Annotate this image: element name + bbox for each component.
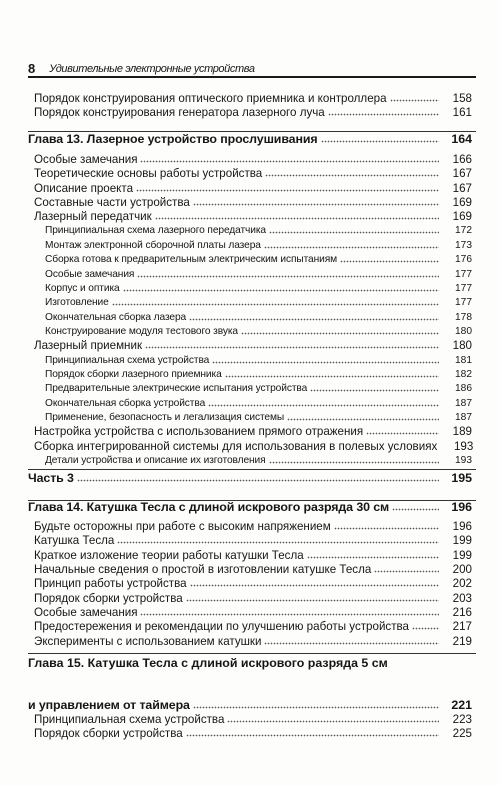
toc-entry-title: Порядок сборки устройства (34, 727, 183, 740)
toc-entry-page: 172 (455, 225, 472, 236)
dot-leader (137, 275, 439, 278)
toc-entry[interactable] (45, 253, 472, 266)
toc-entry-title: Будьте осторожны при работе с высоким напряжением (34, 520, 331, 533)
toc-entry-title: Принципиальная схема лазерного передатчика (45, 225, 266, 236)
toc-chapter-entry[interactable] (28, 501, 472, 514)
toc-entry-title: Окончательная сборка устройства (45, 398, 206, 409)
toc-entry[interactable] (34, 563, 472, 576)
toc-entry-title: Принципиальная схема устройства (45, 355, 210, 366)
dot-leader (117, 541, 439, 544)
toc-entry-title: Сборка интегрированной системы для использования в полевых условиях (34, 440, 438, 453)
toc-entry-page: 158 (452, 92, 472, 105)
toc-entry-page: 193 (455, 455, 472, 466)
toc-entry[interactable] (34, 577, 472, 590)
toc-entry-title: Краткое изложение теории работы катушки Тесла (34, 549, 304, 562)
toc-entry-page: 187 (455, 398, 472, 409)
toc-entry[interactable] (34, 635, 472, 648)
toc-entry[interactable] (34, 167, 472, 180)
toc-entry-title: Особые замечания (34, 153, 138, 166)
toc-entry-page: 223 (452, 713, 472, 726)
toc-entry[interactable] (45, 368, 472, 381)
dot-leader (193, 203, 439, 206)
toc-entry-page: 182 (455, 369, 472, 380)
toc-entry-title: Принцип работы устройства (34, 577, 187, 590)
toc-entry[interactable] (45, 325, 472, 338)
toc-entry-title: Корпус и оптика (45, 283, 120, 294)
dot-leader (136, 189, 439, 192)
toc-entry-page: 225 (452, 727, 472, 740)
dot-leader (265, 174, 439, 177)
toc-entry[interactable] (45, 296, 472, 309)
toc-entry[interactable] (34, 339, 472, 352)
toc-entry-title: Катушка Тесла (34, 534, 115, 547)
toc-entry[interactable] (34, 210, 472, 223)
dot-leader (321, 140, 440, 143)
toc-entry-title: Применение, безопасность и легализация системы (45, 412, 285, 423)
toc-entry-page: 166 (452, 153, 472, 166)
toc-entry-title: Глава 14. Катушка Тесла с длиной искрового разряда 30 см (28, 500, 390, 514)
toc-entry-page: 217 (452, 620, 472, 633)
toc-entry-title: Лазерный приемник (34, 339, 143, 352)
toc-entry-title: Эксперименты с использованием катушки (34, 635, 262, 648)
toc-entry[interactable] (34, 713, 472, 726)
toc-entry[interactable] (34, 182, 472, 195)
toc-entry[interactable] (45, 311, 472, 324)
toc-entry-title: и управлением от таймера (28, 698, 190, 712)
toc-entry[interactable] (45, 282, 472, 295)
toc-entry[interactable] (45, 239, 472, 252)
toc-entry-title: Порядок сборки лазерного приемника (45, 369, 222, 380)
dot-leader (145, 346, 439, 349)
toc-entry[interactable] (45, 268, 472, 281)
toc-entry-page: 177 (455, 283, 472, 294)
toc-entry[interactable] (34, 153, 472, 166)
dot-leader (241, 332, 439, 335)
separator (28, 653, 476, 654)
toc-entry[interactable] (45, 382, 472, 395)
toc-entry-page: 203 (452, 592, 472, 605)
toc-entry-title: Изготовление (45, 297, 109, 308)
toc-entry-page: 177 (455, 297, 472, 308)
toc-entry-title: Особые замечания (45, 269, 135, 280)
toc-entry[interactable] (34, 534, 472, 547)
dot-leader (186, 599, 439, 602)
toc-entry-page: 173 (455, 240, 472, 251)
page-number: 8 (28, 61, 36, 76)
dot-leader (310, 389, 439, 392)
toc-entry[interactable] (34, 92, 472, 105)
toc-entry-page: 161 (452, 106, 472, 119)
toc-entry-page: 219 (452, 635, 472, 648)
dot-leader (334, 527, 439, 530)
toc-chapter-entry[interactable] (28, 699, 472, 712)
toc-entry-title: Начальные сведения о простой в изготовлении катушке Тесла (34, 563, 372, 576)
toc-entry[interactable] (34, 592, 472, 605)
toc-entry-title: Порядок конструирования генератора лазерного луча (34, 106, 325, 119)
toc-entry-title: Сборка готова к предварительным электрическим испытаниям (45, 254, 338, 265)
toc-entry-title: Лазерный передатчик (34, 210, 152, 223)
dot-leader (112, 303, 439, 306)
toc-entry-title: Порядок конструирования оптического приемника и контроллера (34, 92, 387, 105)
dot-leader (208, 404, 439, 407)
toc-entry[interactable] (34, 196, 472, 209)
running-title: Удивительные электронные устройства (49, 63, 255, 75)
dot-leader (77, 479, 439, 482)
toc-entry-page: 181 (455, 355, 472, 366)
dot-leader (227, 720, 439, 723)
toc-entry-page: 186 (455, 383, 472, 394)
toc-entry[interactable] (45, 224, 472, 237)
toc-entry-page: 199 (452, 549, 472, 562)
toc-entry[interactable] (34, 606, 472, 619)
separator (28, 469, 476, 470)
toc-entry-page: 178 (455, 312, 472, 323)
toc-entry-page: 216 (452, 606, 472, 619)
dot-leader (186, 734, 439, 737)
toc-entry-title: Конструирование модуля тестового звука (45, 326, 238, 337)
toc-entry-title: Предостережения и рекомендации по улучшению работы устройства (34, 620, 410, 633)
dot-leader (189, 318, 439, 321)
dot-leader (225, 375, 439, 378)
toc-entry-page: 180 (455, 326, 472, 337)
dot-leader (140, 160, 439, 163)
toc-entry-page: 196 (451, 500, 472, 514)
toc-entry-title: Принципиальная схема устройства (34, 713, 225, 726)
toc-entry[interactable] (34, 425, 472, 438)
toc-entry-page: 177 (455, 269, 472, 280)
toc-entry-title: Особые замечания (34, 606, 138, 619)
toc-entry-title: Окончательная сборка лазера (45, 312, 187, 323)
toc-entry[interactable] (34, 549, 472, 562)
dot-leader (307, 556, 439, 559)
toc-entry-title: Глава 13. Лазерное устройство прослушивания (28, 132, 318, 146)
dot-leader (269, 461, 439, 464)
toc-entry-title: Предварительные электрические испытания устройства (45, 383, 308, 394)
toc-entry-page: 167 (452, 182, 472, 195)
dot-leader (190, 584, 439, 587)
dot-leader (412, 627, 439, 630)
toc-entry-title: Составные части устройства (34, 196, 190, 209)
toc-entry-page: 199 (452, 534, 472, 547)
dot-leader (212, 361, 439, 364)
toc-entry-page: 187 (455, 412, 472, 423)
toc-entry-page: 200 (452, 563, 472, 576)
toc-entry[interactable] (34, 440, 472, 453)
dot-leader (193, 706, 439, 709)
toc-entry-page: 176 (455, 254, 472, 265)
dot-leader (269, 231, 439, 234)
toc-chapter-entry[interactable] (28, 133, 472, 146)
dot-leader (140, 613, 439, 616)
toc-entry-page: 202 (452, 577, 472, 590)
toc-entry-page: 167 (452, 167, 472, 180)
dot-leader (287, 418, 439, 421)
toc-entry[interactable] (34, 727, 472, 740)
toc-entry-title: Часть 3 (28, 471, 74, 485)
toc-entry-page: 180 (452, 339, 472, 352)
toc-entry-page: 193 (453, 440, 474, 453)
toc-entry[interactable] (45, 397, 472, 410)
dot-leader (390, 99, 439, 102)
toc-entry-title: Настройка устройства с использованием прямого отражения (34, 425, 364, 438)
toc-entry-page: 189 (452, 425, 472, 438)
toc-entry-page: 196 (452, 520, 472, 533)
dot-leader (155, 217, 439, 220)
toc-entry[interactable] (45, 411, 472, 424)
toc-entry[interactable] (45, 354, 472, 367)
toc-entry[interactable] (34, 620, 472, 633)
toc-chapter-entry[interactable] (28, 472, 472, 485)
toc-entry-page: 169 (452, 196, 472, 209)
toc-entry-page: 164 (451, 132, 472, 146)
dot-leader (328, 113, 439, 116)
toc-entry-title: Теоретические основы работы устройства (34, 167, 263, 180)
toc-entry-page: 221 (451, 698, 472, 712)
dot-leader (340, 260, 439, 263)
dot-leader (123, 289, 439, 292)
toc-entry-page: 195 (451, 471, 472, 485)
toc-entry-title: Порядок сборки устройства (34, 592, 183, 605)
toc-entry[interactable] (34, 106, 472, 119)
toc-entry[interactable] (45, 454, 472, 467)
dot-leader (374, 570, 439, 573)
toc-entry-title: Монтаж электронной сборочной платы лазера (45, 240, 261, 251)
toc-entry-page: 169 (452, 210, 472, 223)
dot-leader (264, 642, 439, 645)
toc-entry[interactable] (34, 520, 472, 533)
toc-entry-title: Описание проекта (34, 182, 134, 195)
dot-leader (366, 432, 439, 435)
toc-chapter-title-line: Глава 15. Катушка Тесла с длиной искрового разряда 5 см (28, 656, 388, 670)
dot-leader (264, 246, 439, 249)
toc-entry-title: Детали устройства и описание их изготовления (45, 455, 266, 466)
dot-leader (392, 508, 439, 511)
